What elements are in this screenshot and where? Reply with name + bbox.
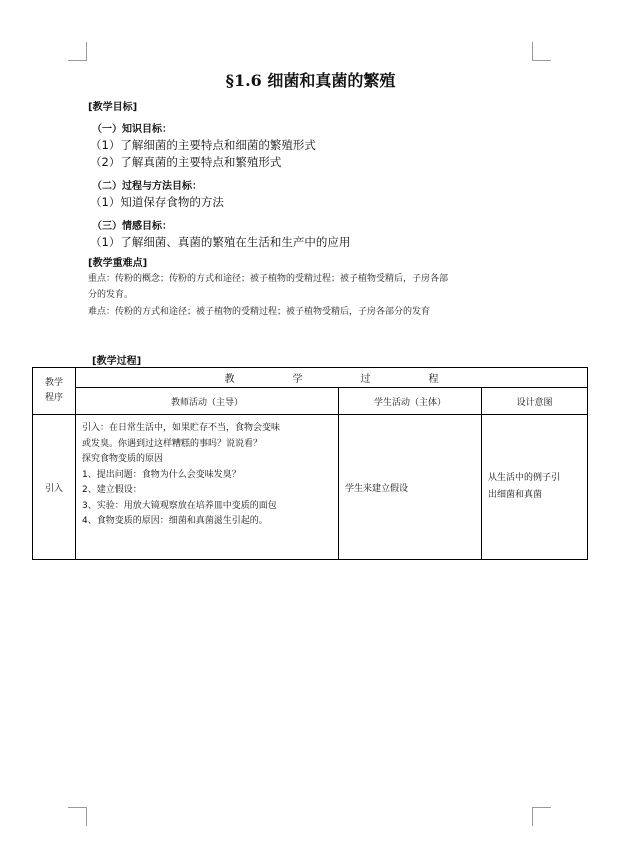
teacher-activity-header: 教师活动（主导） [76, 388, 339, 415]
student-activity-header: 学生活动（主体） [339, 388, 482, 415]
difficult-points-line: 难点：传粉的方式和途径；被子植物的受精过程；被子植物受精后，子房各部分的发育 [88, 307, 431, 317]
teacher-activity-line: 引入：在日常生活中，如果贮存不当，食物会变味 [82, 423, 281, 433]
page-title: §1.6 细菌和真菌的繁殖 [225, 71, 396, 90]
corner-mark-top-left [68, 42, 87, 61]
key-points-line: 重点：传粉的概念；传粉的方式和途径；被子植物的受精过程；被子植物受精后，子房各部 [88, 274, 449, 284]
process-objective-item: （1）知道保存食物的方法 [90, 195, 224, 209]
corner-mark-bottom-left [68, 807, 87, 826]
teacher-activity-line: 探究食物变质的原因 [82, 454, 164, 464]
teacher-activity-line: 3、实验：用放大镜观察放在培养皿中变质的面包 [82, 500, 277, 511]
teacher-activity-cell [76, 415, 339, 560]
objectives-heading: [教学目标] [88, 102, 138, 113]
design-intent-line: 出细菌和真菌 [488, 490, 543, 500]
student-activity-cell: 学生来建立假设 [339, 415, 482, 560]
knowledge-objective-item: （1）了解细菌的主要特点和细菌的繁殖形式 [90, 138, 316, 152]
corner-mark-bottom-right [532, 807, 551, 826]
design-intent-header: 设计意图 [482, 388, 588, 415]
teacher-activity-line: 或发臭。你遇到过这样糟糕的事吗？说说看？ [82, 438, 263, 449]
teaching-process-header: 教学过程 [76, 368, 588, 388]
emotion-objective-item: （1）了解细菌、真菌的繁殖在生活和生产中的应用 [90, 235, 351, 249]
knowledge-objectives-heading: （一）知识目标： [92, 124, 172, 135]
program-column-header: 教学程序 [33, 368, 76, 415]
key-points-line-continued: 分的发育。 [88, 290, 134, 300]
process-objectives-heading: （二）过程与方法目标： [92, 181, 202, 192]
teacher-activity-line: 2、建立假设： [82, 485, 142, 495]
design-intent-cell [482, 415, 588, 560]
teacher-activity-line: 1、提出问题：食物为什么会变味发臭？ [82, 469, 241, 480]
table-row [33, 415, 588, 560]
process-heading: [教学过程] [92, 356, 142, 367]
stage-cell: 引入 [33, 415, 76, 560]
design-intent-line: 从生活中的例子引 [488, 473, 561, 483]
emotion-objectives-heading: （三）情感目标： [92, 221, 172, 232]
knowledge-objective-item: （2）了解真菌的主要特点和繁殖形式 [90, 155, 282, 169]
key-points-heading: [教学重难点] [88, 258, 148, 269]
corner-mark-top-right [532, 42, 551, 61]
teacher-activity-line: 4、食物变质的原因：细菌和真菌滋生引起的。 [82, 516, 268, 526]
teaching-process-table [32, 367, 588, 560]
